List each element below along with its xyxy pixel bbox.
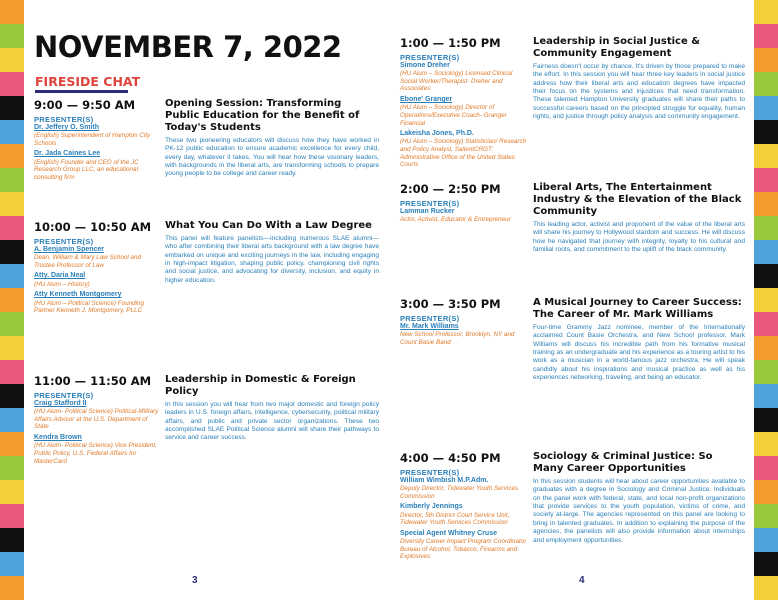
stripe-block xyxy=(754,480,778,504)
stripe-block xyxy=(0,168,24,192)
page-number: 3 xyxy=(192,575,198,586)
stripe-block xyxy=(0,192,24,216)
session-title: A Musical Journey to Career Success: The Career of Mr. Mark Williams xyxy=(533,297,742,320)
presenters-label: PRESENTER(S) xyxy=(34,237,94,246)
stripe-block xyxy=(0,216,24,240)
page-left xyxy=(24,0,389,600)
session-description: These two pioneering educators will discuss how they have worked in PK-12 public education to ensure academic excellence for every child, every day, whatever it takes. You will hear how these visionary leaders, with backgrounds in the liberal arts, are transforming schools to prepare young people to be college and career ready. xyxy=(165,137,379,178)
presenter-affiliation: (HU Alum – Sociology) Licensed Clinical Social Worker/Therapist- Dreher and Associates xyxy=(400,70,513,93)
session-time: 11:00 — 11:50 AM xyxy=(34,374,152,388)
presenter-name: Craig Stafford II xyxy=(34,400,87,407)
session-time: 10:00 — 10:50 AM xyxy=(34,220,152,234)
presenter-name: Kimberly Jennings xyxy=(400,503,463,511)
stripe-block xyxy=(0,312,24,336)
stripe-block xyxy=(754,576,778,600)
presenter-affiliation: (HU Alum- Political Science) Political-Military Affairs Advisor at the U.S. Department of State xyxy=(34,408,159,431)
stripe-block xyxy=(0,408,24,432)
stripe-block xyxy=(754,144,778,168)
presenter-affiliation: Dean, William & Mary Law School and Trustee Professor of Law xyxy=(34,254,142,269)
stripe-block xyxy=(754,24,778,48)
stripe-block xyxy=(754,312,778,336)
stripe-block xyxy=(754,456,778,480)
stripe-block xyxy=(754,552,778,576)
stripe-block xyxy=(754,192,778,216)
session-details xyxy=(533,297,745,383)
session-description: Fairness doesn't occur by chance. It's driven by those prepared to make the effort. In this session you will hear three key leaders in social justice address how their liberal arts and education degrees have impacted their focus on the systems and injustices that need transformation. These talented Hampton University graduates will share their paths to successful careers based on the principled struggle for equality, human rights, and justice through policy analysis and community engagement. xyxy=(533,63,745,121)
presenter-affiliation: Actor, Activist, Educator & Entrepreneur xyxy=(400,216,511,224)
presenter-name: Lamman Rucker xyxy=(400,208,455,215)
presenter-name: William Wimbish M.P.Adm. xyxy=(400,477,489,484)
presenter-name: Lakeisha Jones, Ph.D. xyxy=(400,130,474,138)
stripe-block xyxy=(0,240,24,264)
session-details xyxy=(533,36,745,122)
presenter-name: Atty Kenneth Montgomery xyxy=(34,291,122,299)
session-title: Liberal Arts, The Entertainment Industry & the Elevation of the Black Community xyxy=(533,182,742,217)
presenter-name: Ebone' Granger xyxy=(400,96,453,104)
session-title: Opening Session: Transforming Public Education for the Benefit of Today's Students xyxy=(165,98,360,133)
stripe-block xyxy=(0,96,24,120)
presenters-label: PRESENTER(S) xyxy=(400,53,460,62)
presenter-name: Mr. Mark Williams xyxy=(400,323,459,330)
page-title: NOVEMBER 7, 2022 xyxy=(34,30,342,64)
session-description: This panel will feature panelists—including numerous SLAE alumni—who after combining their liberal arts background with a law degree have embarked on unique and exciting journeys in the law, including engaging in high-impact litigation, shaping public policy, championing civil rights and social justice, and advocating for diversity, inclusion, and equity in higher education. xyxy=(165,235,379,284)
stripe-block xyxy=(0,144,24,168)
presenter-affiliation: Deputy Director, Tidewater Youth Services Commission xyxy=(400,485,519,500)
stripe-block xyxy=(0,72,24,96)
session-title: Leadership in Social Justice & Community Engagement xyxy=(533,36,700,59)
stripe-block xyxy=(754,432,778,456)
session-title: What You Can Do With a Law Degree xyxy=(165,220,372,231)
session-time: 1:00 — 1:50 PM xyxy=(400,36,501,50)
session-presenters xyxy=(400,451,530,564)
stripe-block xyxy=(754,0,778,24)
left-color-stripe xyxy=(0,0,24,600)
presenter-affiliation: (HU Alum- Political Science) Vice President, Public Policy, U.S. Federal Affairs for MasterCard xyxy=(34,442,157,465)
session-details xyxy=(533,451,745,545)
stripe-block xyxy=(0,0,24,24)
stripe-block xyxy=(754,360,778,384)
session-presenters xyxy=(34,98,162,185)
stripe-block xyxy=(0,504,24,528)
presenter-affiliation: (HU Alum – Sociology) Director of Operations/Executive Coach- Granger Financial xyxy=(400,104,507,127)
stripe-block xyxy=(0,528,24,552)
stripe-block xyxy=(0,576,24,600)
presenters-label: PRESENTER(S) xyxy=(400,199,460,208)
stripe-block xyxy=(0,552,24,576)
stripe-block xyxy=(0,336,24,360)
presenter-affiliation: (HU Alum – Political Science) Founding Partner Kenneth J. Montgomery, PLLC xyxy=(34,299,145,315)
stripe-block xyxy=(754,336,778,360)
section-heading: FIRESIDE CHAT xyxy=(35,74,141,89)
stripe-block xyxy=(754,384,778,408)
stripe-block xyxy=(754,120,778,144)
stripe-block xyxy=(0,120,24,144)
session-time: 2:00 — 2:50 PM xyxy=(400,182,501,196)
presenter-affiliation: New School Professor, Brooklyn, NY and Count Basie Band xyxy=(400,331,515,346)
session-description: In this session you will hear from two major domestic and foreign policy leaders in U.S. foreign affairs, intelligence, cybersecurity, political military affairs, and public and private sector organizations. These two accomplished SLAE Political Science alumni will share their pathways to service and career success. xyxy=(165,401,379,442)
session-details xyxy=(165,98,379,179)
page-right xyxy=(389,0,754,600)
session-presenters xyxy=(34,220,162,318)
stripe-block xyxy=(754,216,778,240)
section-underline xyxy=(35,90,128,93)
presenter-name: Dr. Jada Caines Lee xyxy=(34,150,101,158)
stripe-block xyxy=(0,384,24,408)
presenters-label: PRESENTER(S) xyxy=(400,468,460,477)
session-time: 9:00 — 9:50 AM xyxy=(34,98,136,112)
presenters-label: PRESENTER(S) xyxy=(34,391,94,400)
stripe-block xyxy=(754,504,778,528)
stripe-block xyxy=(0,432,24,456)
presenter-affiliation: (HU Alum – History) xyxy=(34,280,90,288)
session-description: This leading actor, activist and proponent of the value of the liberal arts will share his journey to Hollywood stardom and success. He will discuss how he navigated that journey with integrity, loyalty to his cultural and familial roots, and commitment to the uplift of the black community. xyxy=(533,221,745,254)
stripe-block xyxy=(0,456,24,480)
stripe-block xyxy=(0,360,24,384)
presenter-name: Special Agent Whitney Cruse xyxy=(400,529,497,537)
session-details xyxy=(533,182,745,254)
page-number: 4 xyxy=(579,575,585,586)
stripe-block xyxy=(754,408,778,432)
session-presenters xyxy=(400,182,530,227)
presenter-name: Atty. Daria Neal xyxy=(34,272,86,280)
stripe-block xyxy=(754,288,778,312)
session-details xyxy=(165,220,379,285)
presenter-affiliation: Diversity Career Impact Program Coordinator Bureau of Alcohol, Tobacco, Firearms and Explosives xyxy=(400,538,527,561)
stripe-block xyxy=(0,48,24,72)
presenter-name: Kendra Brown xyxy=(34,434,82,442)
stripe-block xyxy=(0,480,24,504)
presenter-affiliation: (English) Founder and CEO of the JC Research Group LLC, an educational consulting firm xyxy=(34,158,139,181)
presenter-name: Dr. Jeffery O. Smith xyxy=(34,124,99,131)
session-time: 4:00 — 4:50 PM xyxy=(400,451,501,465)
session-presenters xyxy=(400,297,530,349)
session-description: In this session students will hear about career opportunities available to graduates with a degree in Sociology and Criminal Justice. Individuals on the panel work with federal, state, and local non-profit organizations that provide services to the youth population, victims of crime, and society at-large. The agencies represented on this panel are looking to bring in talented graduates. In addition to explaining the purpose of the agencies, the panelists will also provide information about internships and employment opportunities. xyxy=(533,478,745,544)
presenter-name: Simone Dreher xyxy=(400,62,450,69)
stripe-block xyxy=(0,288,24,312)
presenter-affiliation: (HU Alum – Sociology) Statistician/ Research and Policy Analyst, SalientCRGT: Administrative Office of the United States Courts xyxy=(400,138,527,169)
presenters-label: PRESENTER(S) xyxy=(400,314,460,323)
stripe-block xyxy=(754,72,778,96)
stripe-block xyxy=(0,24,24,48)
session-title: Leadership in Domestic & Foreign Policy xyxy=(165,374,356,397)
stripe-block xyxy=(0,264,24,288)
session-presenters xyxy=(34,374,162,468)
presenter-affiliation: Director, 5th District Court Service Unit, Tidewater Youth Services Commission xyxy=(400,511,510,527)
stripe-block xyxy=(754,48,778,72)
stripe-block xyxy=(754,96,778,120)
stripe-block xyxy=(754,240,778,264)
stripe-block xyxy=(754,528,778,552)
session-details xyxy=(165,374,379,443)
presenters-label: PRESENTER(S) xyxy=(34,115,94,124)
right-color-stripe xyxy=(754,0,778,600)
stripe-block xyxy=(754,264,778,288)
presenter-affiliation: (English) Superintendent of Hampton City Schools xyxy=(34,132,151,147)
session-time: 3:00 — 3:50 PM xyxy=(400,297,501,311)
session-presenters xyxy=(400,36,530,172)
session-title: Sociology & Criminal Justice: So Many Career Opportunities xyxy=(533,451,713,474)
stripe-block xyxy=(754,168,778,192)
session-description: Four-time Grammy Jazz nominee, member of the Internationally acclaimed Count Basie Orchestra, and New School professor, Mark Williams will discuss his incredible path from his formative musical training as an undergraduate and his experience as a touring artist to his work as a musician in a world-famous jazz orchestra. He will speak candidly about his inspirations and musical practice as well as his experiences networking, traveling, and being an educator. xyxy=(533,324,745,382)
presenter-name: A. Benjamin Spencer xyxy=(34,246,105,253)
